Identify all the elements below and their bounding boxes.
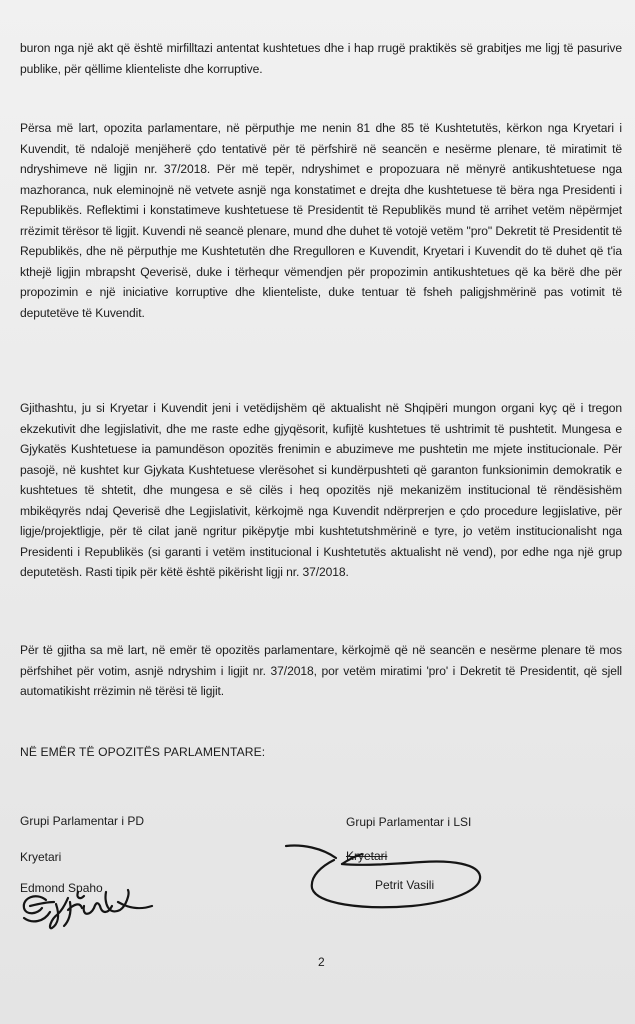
right-signatory-name: Petrit Vasili [375,878,435,892]
signatories-heading: NË EMËR TË OPOZITËS PARLAMENTARE: [20,745,266,759]
paragraph-intro [20,38,622,79]
right-group-name: Grupi Parlamentar i LSI [346,815,472,829]
right-signature-icon [282,838,487,913]
paragraph-1 [20,118,622,323]
paragraph-3 [20,640,622,702]
paragraph-3-text: Për të gjitha sa më lart, në emër të opozitës parlamentare, kërkojmë që në seancën e nesërme plenare të mos përfshihet për votim, asnjë ndryshim i ligjit nr. 37/2018, por vetëm miratimi 'pro' i Dekretit të Presidentit, që sjell automatikisht rrëzimin në tërësi të ligjit. [20,643,622,698]
paragraph-1-text: Përsa më lart, opozita parlamentare, në përputhje me nenin 81 dhe 85 të Kushtetutës, kërkon nga Kryetari i Kuvendit, të ndalojë menjëherë çdo tentativë për të përfshirë në seancën e nesërme plenare, të miratimit të ndryshimeve në ligjin nr. 37/2018. Për më tepër, ndryshimet e propozuara në mënyrë antikushtetuese nga mazhoranca, nuk eleminojnë në vetvete asnjë nga konstatimet e drejta dhe kushtetuese të bëra nga Presidenti i Republikës. Reflektimi i konstatimeve kushtetuese të Presidentit të Republikës mund të arrihet vetëm nëpërmjet rrëzimit tërësor të ligjit. Kuvendi në seancë plenare, mund dhe duhet të votojë vetëm "pro" Dekretit të Presidentit të Republikës, dhe në përputhje me Kushtetutën dhe Rregulloren e Kuvendit, Kryetari i Kuvendit do të duhet që t'ia kthejë ligjin mbrapsht Qeverisë, duke i tërhequr vëmendjen për propozimin antikushtetues që ka bërë dhe për propozimin e një iniciative korruptive dhe klienteliste, duke tentuar të fsheh paligjshmërinë pas votimit të deputetëve të Kuvendit. [20,121,622,320]
paragraph-2-text: Gjithashtu, ju si Kryetar i Kuvendit jeni i vetëdijshëm që aktualisht në Shqipëri mungon organi kyç që i tregon ekzekutivit dhe legjislativit, dhe me raste edhe gjyqësorit, kufijtë kushtetues të ushtrimit të pushtetit. Mungesa e Gjykatës Kushtetuese ia pamundëson opozitës frenimin e abuzimeve me pushtetin me mjete institucionale. Për pasojë, në kushtet kur Gjykata Kushtetuese vlerësohet si kundërpushteti që garanton funksionimin demokratik e kushtetues të shtetit, dhe mungesa e së cilës i heq opozitës një mekanizëm institucional të rëndësishëm mbikëqyrës ndaj Qeverisë dhe Legjislativit, kërkojmë nga Kuvendit ndërprerjen e çdo procedure legjislative, për ligje/projektligje, për të cilat janë ngritur pikëpytje mbi kushtetutshmërinë e tyre, jo vetëm institucionalisht nga Presidenti i Republikës (si garanti i vetëm institucional i Kushtetutës aktualisht në vend), por edhe nga një grup deputetësh. Rasti tipik për këtë është pikërisht ligji nr. 37/2018. [20,401,622,579]
paragraph-2 [20,398,622,583]
page-number: 2 [318,955,325,969]
left-signatory-name: Edmond Spaho [20,881,103,895]
left-signature-icon [8,862,158,934]
left-group-name: Grupi Parlamentar i PD [20,814,145,828]
left-role: Kryetari [20,850,62,864]
right-role: Kryetari [346,849,388,863]
paragraph-intro-text: buron nga një akt që është mirfilltazi antentat kushtetues dhe i hap rrugë praktikës së grabitjes me ligj të pasurive publike, për qëllime klienteliste dhe korruptive. [20,41,622,76]
